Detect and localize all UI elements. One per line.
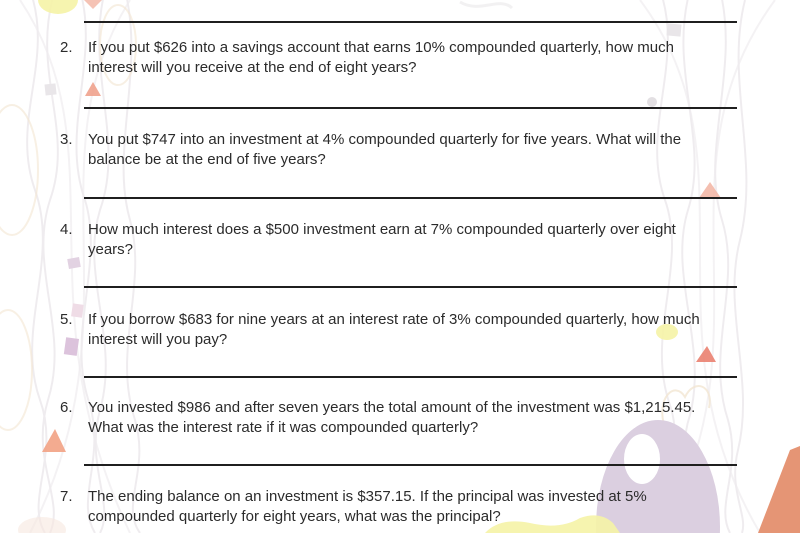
question-number: 3.	[60, 131, 73, 148]
question-text: The ending balance on an investment is $357.15. If the principal was invested at 5% compounded quarterly for eight years, what was the principal?	[88, 488, 647, 525]
answer-line	[84, 286, 737, 288]
question-number: 7.	[60, 488, 73, 505]
question-number: 6.	[60, 399, 73, 416]
question-number: 2.	[60, 39, 73, 56]
question-text: If you borrow $683 for nine years at an interest rate of 3% compounded quarterly, how much interest will you pay?	[88, 311, 700, 348]
question-item-5	[60, 310, 700, 349]
answer-line	[84, 107, 737, 109]
question-item-2	[60, 38, 674, 77]
question-text: If you put $626 into a savings account that earns 10% compounded quarterly, how much interest will you receive at the end of eight years?	[88, 39, 674, 76]
question-item-6	[60, 398, 695, 437]
question-number: 4.	[60, 221, 73, 238]
question-item-7	[60, 487, 647, 526]
answer-line	[84, 464, 737, 466]
question-item-4	[60, 220, 676, 259]
question-text: You invested $986 and after seven years the total amount of the investment was $1,215.45. What was the interest rate if it was compounded quarterly?	[88, 399, 696, 436]
question-text: You put $747 into an investment at 4% compounded quarterly for five years. What will the balance be at the end of five years?	[88, 131, 682, 168]
answer-line	[84, 21, 737, 23]
question-number: 5.	[60, 311, 73, 328]
question-item-3	[60, 130, 681, 169]
answer-line	[84, 197, 737, 199]
answer-line	[84, 376, 737, 378]
question-text: How much interest does a $500 investment earn at 7% compounded quarterly over eight years?	[88, 221, 676, 258]
